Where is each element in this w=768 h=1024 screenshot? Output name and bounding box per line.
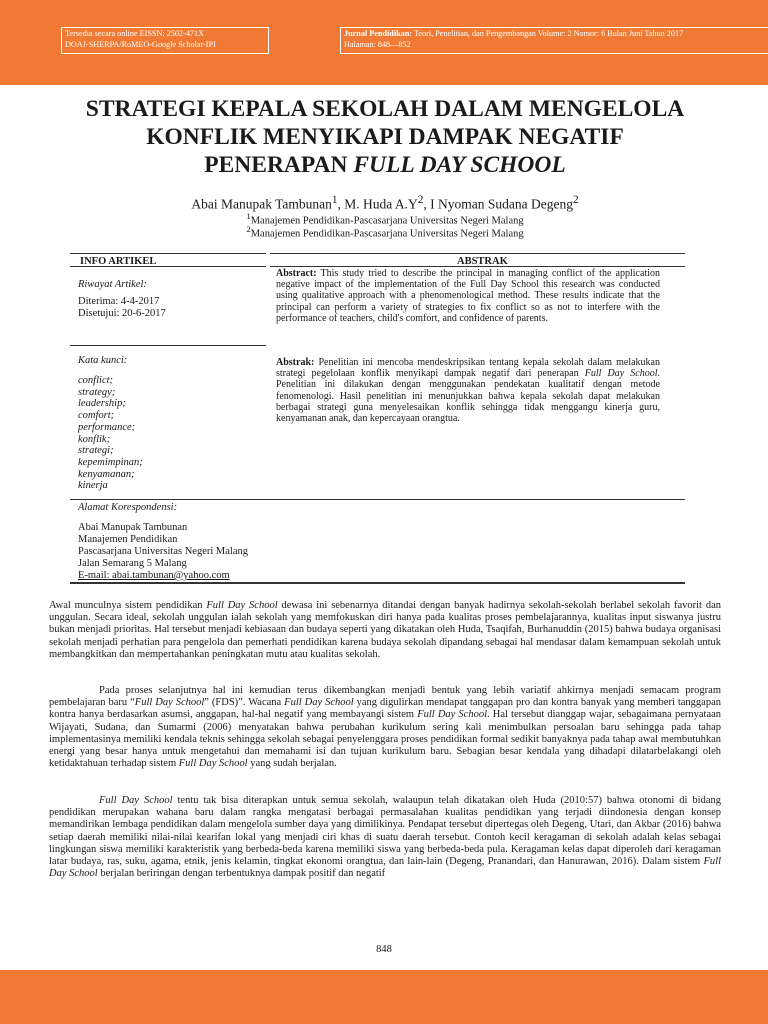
rule-after-keywords xyxy=(70,499,685,500)
p2-italic-2: Full Day School xyxy=(284,697,354,709)
corr-name: Abai Manupak Tambunan xyxy=(78,522,188,533)
pages-line: Halaman: 848—852 xyxy=(344,40,411,49)
p1-text-a: Awal munculnya sistem pendidikan xyxy=(49,600,207,611)
author-1: Abai Manupak Tambunan xyxy=(191,196,332,212)
header-band xyxy=(0,0,768,85)
title-line-2: KONFLIK MENYIKAPI DAMPAK NEGATIF xyxy=(146,124,624,150)
author-3: , I Nyoman Sudana Degeng xyxy=(423,196,573,212)
body-paragraph-3 xyxy=(49,795,721,880)
keyword: comfort; xyxy=(78,410,115,422)
author-3-sup: 2 xyxy=(573,194,579,206)
body-paragraph-2 xyxy=(49,685,721,770)
title-line-1: STRATEGI KEPALA SEKOLAH DALAM MENGELOLA xyxy=(85,96,685,122)
p2-italic-1: Full Day School xyxy=(134,697,205,709)
correspondence-block xyxy=(78,502,263,582)
abstract-id-text-1: Penelitian ini mencoba mendeskripsikan tentang kepala sekolah dalam melakukan strategi pegelolaan konflik menyikapi dampak negatif dari penerapan xyxy=(276,357,660,380)
keywords-label: Kata kunci: xyxy=(78,355,128,366)
corr-email[interactable]: E-mail: abai.tambunan@yahoo.com xyxy=(78,570,230,581)
top-rule-left xyxy=(70,253,266,254)
keyword: conflict; xyxy=(78,375,113,386)
p2-italic-4: Full Day School xyxy=(178,758,248,770)
author-2: , M. Huda A.Y xyxy=(337,196,418,212)
p3-italic-1: Full Day School xyxy=(99,795,173,806)
article-history xyxy=(78,279,263,320)
journal-box xyxy=(340,27,768,54)
affiliation-2-sup: 2 xyxy=(246,224,251,234)
abstract-heading: ABSTRAK xyxy=(457,256,508,267)
abstract-english xyxy=(276,268,660,324)
author-2-sup: 2 xyxy=(417,194,424,206)
keyword: strategy; xyxy=(78,386,116,398)
keyword: performance; xyxy=(78,421,136,433)
issn-line: Tersedia secara online EISSN: 2502-471X xyxy=(65,29,205,38)
p2-text-c: yang digulirkan mendapat tanggapan pro dan kontra banyak yang memberi tanggapan kontra hanya berdasarkan asumsi, anggapan, hal-hal negatif yang membayangi sistem xyxy=(49,697,721,721)
bottom-rule xyxy=(70,582,685,584)
title-line-3-text: PENERAPAN xyxy=(204,152,354,178)
p2-text-d: . Hal tersebut dianggap wajar, sebagaimana pernyataan Wijayati, Sudana, dan Sumarmi (2006) menyatakan bahwa perubahan kurikulum sering kali menimbulkan persoalan baru sehingga pada tahap implementasinya memiliki kendala teknis sehingga sekolah sebagai penyelenggara proses pendidikan formal sedikit banyaknya pada tahap awal membutuhkan energi yang besar hanya untuk mengetahui dan memahami isi dan tujuan kurikulum baru. Sebagian besar kendala yang dihadapi dilatarbelakangi oleh ketidaktahuan terhadap sistem xyxy=(49,709,722,770)
keyword: leadership; xyxy=(78,398,126,410)
history-label: Riwayat Artikel: xyxy=(78,279,147,290)
authors-line xyxy=(40,194,730,213)
article-title xyxy=(40,95,730,179)
indexing-line: DOAJ-SHERPA/RoMEO-Google Scholar-IPI xyxy=(65,40,216,49)
footer-band xyxy=(0,970,768,1024)
title-line-3 xyxy=(204,152,565,178)
journal-line xyxy=(344,28,768,39)
p3-text-b: berjalan beriringan dengan terbentuknya dampak positif dan negatif xyxy=(97,868,386,880)
abstract-en-label: Abstract: xyxy=(276,268,317,279)
received-date: Diterima: 4-4-2017 xyxy=(78,296,160,307)
keyword: kinerja xyxy=(78,480,108,492)
approved-date: Disetujui: 20-6-2017 xyxy=(78,308,166,319)
abstract-indonesian xyxy=(276,357,660,424)
p3-text-a: tentu tak bisa diterapkan untuk semua sekolah, walaupun telah dikatakan oleh Huda (2010:57) bahwa otonomi di bidang pendidikan merupakan wahana baru dalam rangka mengatasi berbagai permasalahan kualitas pendidikan yang terjadi diindonesia dengan konsep memandirikan lembaga pendidikan dalam mengelola sumber daya yang dimilikinya. Pendapat tersebut dipertegas oleh Degeng, Utari, dan Akbar (2016) bahwa setiap daerah memiliki nilai-nilai kearifan lokal yang menjadi ciri khas di suatu daerah tersebut. Contoh kecil keragaman di sekolah adalah kelas sebagai lingkungan siswa memiliki karakteristik yang berbeda-beda karena memiliki siswa yang berbeda-beda pula. Keragaman kelas dapat diperoleh dari keragaman latar budaya, ras, suku, agama, etnik, jenis kelamin, tingkat ekonomi orangtua, dan lain-lain (Degeng, Pranandari, dan Hanurawan, 2016). Dalam sistem xyxy=(49,795,721,868)
correspondence-label: Alamat Korespondensi: xyxy=(78,502,178,513)
affiliation-2 xyxy=(40,224,730,240)
journal-label: Jurnal Pendidikan: xyxy=(344,29,413,38)
p2-text-a: Pada proses selanjutnya hal ini kemudian terus dikembangkan menjadi bentuk yang lebih variatif ahkirnya menjadi semacam program pembelajaran baru “ xyxy=(49,685,721,709)
p2-text-b: ” (FDS)”. Wacana xyxy=(204,697,285,709)
keyword: kenyamanan; xyxy=(78,468,135,480)
body-paragraph-1 xyxy=(49,600,721,661)
abstract-id-italic: Full Day School xyxy=(584,368,658,380)
p2-text-e: yang sudah berjalan. xyxy=(247,758,337,770)
info-heading: INFO ARTIKEL xyxy=(80,256,157,267)
availability-box xyxy=(61,27,269,54)
keyword: konflik; xyxy=(78,433,111,445)
abstract-id-text-2: . Penelitian ini dilakukan dengan menggunakan pendekatan kualitatif dengan metode fenomenologi. Hasil penelitian ini menunjukkan bahwa kepala sekolah dapat melakukan berbagai strategi guna menyelesaikan konflik sehingga tidak menggangu kinerja guru, kenyamanan anak, dan kepercayaan orangtua. xyxy=(276,368,660,425)
title-line-3-italic: FULL DAY SCHOOL xyxy=(353,152,566,178)
top-rule-right xyxy=(270,253,685,254)
corr-institution: Pascasarjana Universitas Negeri Malang xyxy=(78,546,248,557)
keyword: kepemimpinan; xyxy=(78,456,143,468)
keywords-list xyxy=(78,375,263,492)
author-1-sup: 1 xyxy=(331,194,338,206)
keywords-block xyxy=(78,355,263,492)
p1-text-b: dewasa ini sebenarnya ditandai dengan banyak hadirnya sekolah-sekolah berlabel sekolah favorit dan unggulan. Secara ideal, sekolah unggulan ialah sekolah yang memfokuskan diri hanya pada kualitas proses pembelajarannya, kualitas input siswanya justru bukan menjadi prioritas. Hal tersebut menjadi kebiasaan dan budaya seperti yang dikatakan oleh Huda, Tsaqifah, Burhanuddin (2015) bahwa budaya organisasi sekolah menjadi perhatian para pengelola dan pemerhati pendidikan karena budaya sekolah dipandang sebagai hal mendasar dalam kemampuan sekolah untuk membangkitkan dan mempertahankan peningkatan mutu atau kualitas sekolah. xyxy=(49,600,721,660)
abstract-id-label: Abstrak: xyxy=(276,357,315,368)
page-number: 848 xyxy=(376,944,392,955)
journal-details: Teori, Penelitian, dan Pengembangan Volume: 2 Nomor: 6 Bulan Juni Tahun 2017 xyxy=(412,29,684,38)
affiliation-1-sup: 1 xyxy=(246,211,251,221)
affiliation-1-text: Manajemen Pendidikan-Pascasarjana Universitas Negeri Malang xyxy=(250,215,524,227)
rule-after-history xyxy=(70,345,266,346)
p1-italic: Full Day School xyxy=(206,600,278,611)
affiliation-2-text: Manajemen Pendidikan-Pascasarjana Universitas Negeri Malang xyxy=(250,228,524,240)
corr-address: Jalan Semarang 5 Malang xyxy=(78,558,187,569)
p3-italic-2: Full Day School xyxy=(49,856,721,880)
corr-department: Manajemen Pendidikan xyxy=(78,534,178,545)
abstract-en-text: This study tried to describe the principal in managing conflict of the application negative impact of the implementation of the Full Day School this research was conducted using qualitative approach with a phenomenological method. These results indicate that the principal can perform a variety of strategies to fix conflict so as not to interfere with the performance of teachers, child's comfort, and confidence of parents. xyxy=(276,268,660,324)
p2-italic-3: Full Day School xyxy=(417,709,488,721)
keyword: strategi; xyxy=(78,445,114,457)
